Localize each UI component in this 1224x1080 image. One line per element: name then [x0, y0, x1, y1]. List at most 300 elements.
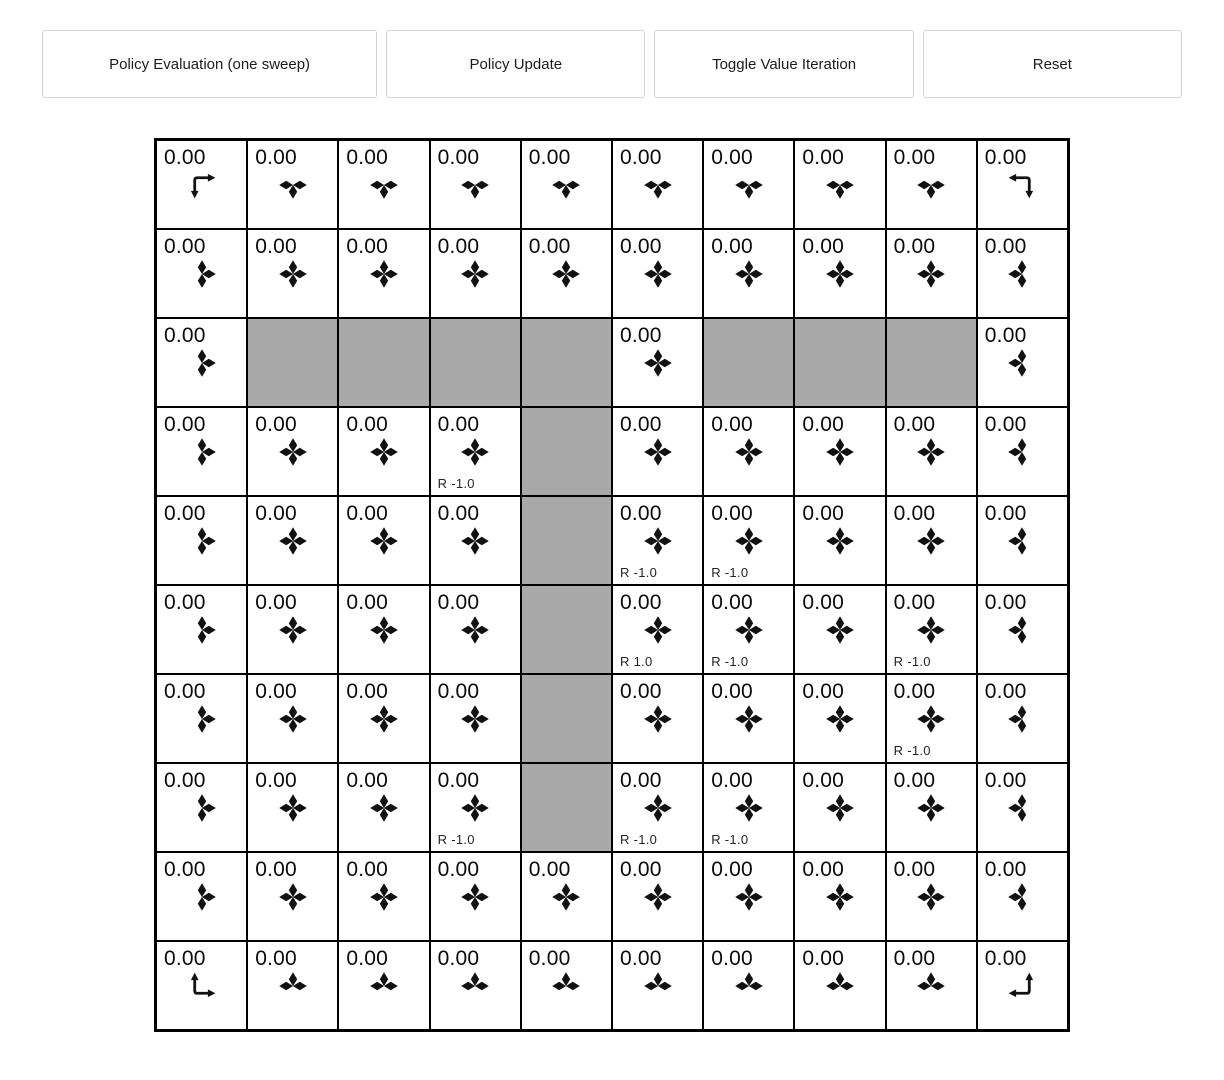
wall-cell — [430, 318, 521, 407]
policy-arrows-icon — [643, 793, 673, 823]
policy-arrows — [339, 170, 428, 200]
policy-arrows — [978, 348, 1067, 378]
policy-arrows-icon — [734, 882, 764, 912]
policy-arrows — [339, 704, 428, 734]
grid-cell — [612, 140, 703, 229]
policy-arrows-icon — [916, 259, 946, 289]
state-value: 0.00 — [164, 502, 206, 525]
grid-cell — [886, 941, 977, 1030]
policy-arrows-icon — [1007, 170, 1037, 200]
state-value: 0.00 — [255, 858, 297, 881]
state-value: 0.00 — [984, 858, 1027, 881]
grid-cell — [977, 585, 1068, 674]
grid-cell — [338, 852, 429, 941]
state-value: 0.00 — [437, 235, 480, 258]
policy-arrows — [795, 882, 884, 912]
state-value: 0.00 — [619, 858, 662, 881]
policy-arrows-icon — [1007, 348, 1037, 378]
policy-arrows — [613, 170, 702, 200]
policy-arrows-icon — [460, 704, 490, 734]
policy-arrows-icon — [278, 259, 308, 289]
policy-arrows-icon — [916, 793, 946, 823]
grid-cell — [794, 496, 885, 585]
policy-arrows — [431, 793, 520, 823]
policy-arrows — [431, 882, 520, 912]
reward-label: R -1.0 — [893, 743, 931, 758]
policy-arrows — [339, 971, 428, 1001]
state-value: 0.00 — [802, 502, 845, 525]
state-value: 0.00 — [802, 235, 845, 258]
policy-arrows — [795, 437, 884, 467]
state-value: 0.00 — [255, 502, 297, 525]
grid-cell — [430, 674, 521, 763]
grid-cell — [156, 229, 247, 318]
grid-cell — [886, 407, 977, 496]
policy-arrows — [248, 259, 337, 289]
grid-cell — [886, 496, 977, 585]
state-value: 0.00 — [255, 591, 297, 614]
state-value: 0.00 — [255, 947, 297, 970]
policy-arrows — [704, 170, 793, 200]
grid-cell — [247, 496, 338, 585]
state-value: 0.00 — [528, 146, 571, 169]
state-value: 0.00 — [437, 858, 480, 881]
policy-arrows-icon — [369, 437, 399, 467]
policy-arrows — [704, 882, 793, 912]
policy-arrows — [613, 882, 702, 912]
policy-arrows-icon — [734, 526, 764, 556]
policy-arrows — [339, 526, 428, 556]
policy-arrows-icon — [916, 971, 946, 1001]
policy-arrows-icon — [278, 437, 308, 467]
policy-arrows-icon — [825, 437, 855, 467]
state-value: 0.00 — [893, 591, 936, 614]
state-value: 0.00 — [893, 947, 936, 970]
state-value: 0.00 — [893, 146, 936, 169]
reward-label: R -1.0 — [711, 832, 749, 847]
reward-label: R -1.0 — [437, 476, 475, 491]
reward-label: R -1.0 — [619, 565, 658, 580]
grid-cell — [156, 496, 247, 585]
grid-cell — [430, 763, 521, 852]
grid-cell — [703, 674, 794, 763]
reward-label: R 1.0 — [619, 654, 653, 669]
state-value: 0.00 — [802, 591, 845, 614]
state-value: 0.00 — [164, 413, 206, 436]
policy-arrows — [978, 170, 1067, 200]
grid-cell — [247, 407, 338, 496]
grid-cell — [156, 852, 247, 941]
grid-cell — [338, 674, 429, 763]
grid-cell — [338, 407, 429, 496]
policy-arrows — [339, 793, 428, 823]
state-value: 0.00 — [619, 235, 662, 258]
policy-arrows-icon — [734, 704, 764, 734]
state-value: 0.00 — [711, 680, 753, 703]
policy-arrows — [431, 704, 520, 734]
policy-arrows — [795, 971, 884, 1001]
grid-cell — [156, 140, 247, 229]
state-value: 0.00 — [619, 680, 662, 703]
state-value: 0.00 — [802, 769, 845, 792]
policy-arrows — [613, 348, 702, 378]
policy-arrows — [978, 971, 1067, 1001]
policy-arrows — [613, 526, 702, 556]
policy-arrows — [157, 615, 246, 645]
policy-arrows-icon — [734, 170, 764, 200]
policy-arrows-icon — [825, 971, 855, 1001]
grid-cell — [977, 229, 1068, 318]
state-value: 0.00 — [619, 947, 662, 970]
policy-arrows-icon — [460, 437, 490, 467]
grid-cell — [156, 585, 247, 674]
state-value: 0.00 — [984, 413, 1027, 436]
grid-cell — [977, 496, 1068, 585]
policy-arrows — [704, 437, 793, 467]
policy-arrows-icon — [1007, 882, 1037, 912]
grid-cell — [612, 585, 703, 674]
policy-arrows-icon — [369, 615, 399, 645]
policy-arrows-icon — [916, 615, 946, 645]
grid-cell — [703, 763, 794, 852]
grid-cell — [430, 140, 521, 229]
grid-cell — [977, 941, 1068, 1030]
state-value: 0.00 — [984, 146, 1027, 169]
wall-cell — [521, 496, 612, 585]
state-value: 0.00 — [711, 413, 753, 436]
policy-arrows-icon — [916, 437, 946, 467]
policy-arrows — [795, 526, 884, 556]
policy-arrows — [978, 437, 1067, 467]
policy-arrows — [431, 170, 520, 200]
state-value: 0.00 — [437, 591, 480, 614]
policy-arrows-icon — [460, 971, 490, 1001]
grid-cell — [703, 407, 794, 496]
grid-cell — [612, 229, 703, 318]
grid-cell — [977, 318, 1068, 407]
grid-cell — [430, 941, 521, 1030]
policy-arrows-icon — [369, 526, 399, 556]
state-value: 0.00 — [164, 146, 206, 169]
policy-arrows-icon — [187, 793, 217, 823]
state-value: 0.00 — [437, 769, 480, 792]
policy-arrows — [248, 882, 337, 912]
state-value: 0.00 — [711, 502, 753, 525]
wall-cell — [247, 318, 338, 407]
policy-arrows-icon — [187, 170, 217, 200]
policy-arrows-icon — [1007, 704, 1037, 734]
wall-cell — [886, 318, 977, 407]
policy-arrows-icon — [187, 971, 217, 1001]
wall-cell — [794, 318, 885, 407]
policy-arrows — [248, 615, 337, 645]
policy-arrows-icon — [734, 259, 764, 289]
policy-arrows-icon — [187, 882, 217, 912]
state-value: 0.00 — [893, 769, 936, 792]
state-value: 0.00 — [984, 769, 1027, 792]
grid-cell — [430, 852, 521, 941]
reward-label: R -1.0 — [893, 654, 931, 669]
state-value: 0.00 — [346, 680, 389, 703]
grid-cell — [247, 674, 338, 763]
state-value: 0.00 — [711, 947, 753, 970]
policy-arrows-icon — [825, 615, 855, 645]
policy-arrows — [431, 259, 520, 289]
policy-arrows-icon — [551, 259, 581, 289]
policy-arrows-icon — [278, 615, 308, 645]
state-value: 0.00 — [893, 858, 936, 881]
policy-arrows — [613, 793, 702, 823]
policy-update-button[interactable]: Policy Update — [386, 30, 645, 98]
grid-cell — [612, 763, 703, 852]
policy-arrows — [613, 259, 702, 289]
policy-arrows-icon — [734, 437, 764, 467]
policy-arrows-icon — [734, 615, 764, 645]
grid-cell — [521, 852, 612, 941]
toolbar — [42, 30, 1182, 98]
policy-arrows-icon — [643, 437, 673, 467]
grid-cell — [338, 763, 429, 852]
policy-arrows — [978, 882, 1067, 912]
policy-arrows — [339, 259, 428, 289]
policy-arrows — [887, 259, 976, 289]
grid-cell — [794, 763, 885, 852]
grid-cell — [703, 585, 794, 674]
policy-arrows-icon — [825, 882, 855, 912]
policy-arrows — [157, 437, 246, 467]
policy-arrows-icon — [551, 170, 581, 200]
policy-arrows — [887, 170, 976, 200]
policy-arrows — [887, 793, 976, 823]
policy-arrows-icon — [278, 704, 308, 734]
state-value: 0.00 — [437, 947, 480, 970]
policy-arrows — [157, 526, 246, 556]
policy-arrows — [978, 793, 1067, 823]
grid-cell — [612, 496, 703, 585]
state-value: 0.00 — [893, 413, 936, 436]
grid-cell — [703, 941, 794, 1030]
policy-arrows-icon — [278, 882, 308, 912]
policy-arrows-icon — [1007, 259, 1037, 289]
policy-arrows-icon — [187, 615, 217, 645]
policy-arrows-icon — [187, 437, 217, 467]
state-value: 0.00 — [893, 502, 936, 525]
grid-cell — [977, 763, 1068, 852]
policy-arrows-icon — [916, 882, 946, 912]
policy-arrows-icon — [643, 615, 673, 645]
state-value: 0.00 — [619, 413, 662, 436]
state-value: 0.00 — [984, 680, 1027, 703]
state-value: 0.00 — [802, 680, 845, 703]
grid-cell — [794, 407, 885, 496]
state-value: 0.00 — [893, 680, 936, 703]
toggle-value-iteration-button[interactable]: Toggle Value Iteration — [654, 30, 913, 98]
policy-arrows-icon — [369, 170, 399, 200]
policy-arrows-icon — [825, 170, 855, 200]
wall-cell — [703, 318, 794, 407]
gridworld-grid — [154, 138, 1070, 1032]
grid-cell — [156, 318, 247, 407]
state-value: 0.00 — [164, 858, 206, 881]
state-value: 0.00 — [984, 947, 1027, 970]
wall-cell — [521, 407, 612, 496]
grid-cell — [521, 229, 612, 318]
grid-cell — [338, 941, 429, 1030]
grid-cell — [977, 852, 1068, 941]
state-value: 0.00 — [164, 680, 206, 703]
policy-arrows — [978, 615, 1067, 645]
state-value: 0.00 — [619, 146, 662, 169]
policy-arrows-icon — [187, 526, 217, 556]
policy-arrows — [704, 704, 793, 734]
grid-cell — [794, 229, 885, 318]
policy-arrows-icon — [1007, 437, 1037, 467]
policy-arrows — [522, 971, 611, 1001]
policy-arrows — [887, 615, 976, 645]
grid-cell — [247, 941, 338, 1030]
state-value: 0.00 — [164, 947, 206, 970]
policy-arrows — [887, 704, 976, 734]
state-value: 0.00 — [984, 591, 1027, 614]
policy-arrows-icon — [278, 526, 308, 556]
policy-arrows-icon — [460, 526, 490, 556]
grid-cell — [338, 140, 429, 229]
grid-cell — [247, 585, 338, 674]
state-value: 0.00 — [346, 413, 389, 436]
policy-arrows — [795, 170, 884, 200]
policy-arrows — [431, 971, 520, 1001]
policy-arrows-icon — [643, 526, 673, 556]
policy-arrows — [157, 259, 246, 289]
wall-cell — [521, 585, 612, 674]
grid-cell — [794, 585, 885, 674]
state-value: 0.00 — [437, 680, 480, 703]
policy-arrows — [157, 704, 246, 734]
policy-arrows — [704, 615, 793, 645]
policy-arrows — [704, 259, 793, 289]
wall-cell — [521, 674, 612, 763]
policy-arrows-icon — [369, 793, 399, 823]
state-value: 0.00 — [164, 235, 206, 258]
grid-cell — [430, 496, 521, 585]
state-value: 0.00 — [619, 769, 662, 792]
state-value: 0.00 — [711, 591, 753, 614]
state-value: 0.00 — [164, 591, 206, 614]
policy-arrows — [887, 882, 976, 912]
policy-arrows — [248, 704, 337, 734]
grid-cell — [156, 674, 247, 763]
state-value: 0.00 — [255, 146, 297, 169]
policy-arrows-icon — [551, 882, 581, 912]
policy-arrows-icon — [825, 526, 855, 556]
grid-cell — [703, 140, 794, 229]
policy-arrows — [339, 882, 428, 912]
state-value: 0.00 — [346, 146, 389, 169]
policy-arrows-icon — [1007, 971, 1037, 1001]
grid-cell — [886, 140, 977, 229]
state-value: 0.00 — [619, 324, 662, 347]
policy-arrows — [431, 526, 520, 556]
policy-arrows — [339, 615, 428, 645]
grid-cell — [521, 140, 612, 229]
grid-cell — [794, 852, 885, 941]
policy-arrows-icon — [916, 526, 946, 556]
policy-evaluation-button[interactable]: Policy Evaluation (one sweep) — [42, 30, 377, 98]
policy-arrows-icon — [369, 882, 399, 912]
policy-arrows-icon — [460, 793, 490, 823]
state-value: 0.00 — [255, 235, 297, 258]
state-value: 0.00 — [528, 947, 571, 970]
policy-arrows-icon — [825, 259, 855, 289]
policy-arrows-icon — [369, 971, 399, 1001]
grid-cell — [338, 585, 429, 674]
policy-arrows — [613, 971, 702, 1001]
policy-arrows — [248, 971, 337, 1001]
policy-arrows-icon — [916, 170, 946, 200]
state-value: 0.00 — [346, 858, 389, 881]
state-value: 0.00 — [802, 146, 845, 169]
state-value: 0.00 — [802, 858, 845, 881]
policy-arrows — [339, 437, 428, 467]
grid-cell — [612, 852, 703, 941]
grid-cell — [886, 585, 977, 674]
policy-arrows-icon — [825, 793, 855, 823]
grid-cell — [794, 140, 885, 229]
grid-cell — [612, 318, 703, 407]
grid-cell — [886, 229, 977, 318]
policy-arrows — [157, 348, 246, 378]
reset-button[interactable]: Reset — [923, 30, 1182, 98]
state-value: 0.00 — [346, 769, 389, 792]
policy-arrows — [248, 793, 337, 823]
policy-arrows — [248, 170, 337, 200]
state-value: 0.00 — [346, 947, 389, 970]
policy-arrows-icon — [1007, 615, 1037, 645]
state-value: 0.00 — [984, 324, 1027, 347]
policy-arrows — [157, 971, 246, 1001]
policy-arrows — [887, 526, 976, 556]
policy-arrows — [795, 615, 884, 645]
grid-cell — [977, 407, 1068, 496]
policy-arrows-icon — [643, 259, 673, 289]
policy-arrows-icon — [278, 170, 308, 200]
grid-cell — [338, 496, 429, 585]
reward-label: R -1.0 — [437, 832, 475, 847]
grid-cell — [703, 852, 794, 941]
policy-arrows — [795, 259, 884, 289]
state-value: 0.00 — [255, 680, 297, 703]
grid-cell — [156, 763, 247, 852]
policy-arrows — [157, 170, 246, 200]
grid-cell — [156, 941, 247, 1030]
state-value: 0.00 — [437, 502, 480, 525]
grid-cell — [703, 229, 794, 318]
policy-arrows-icon — [278, 793, 308, 823]
grid-cell — [247, 229, 338, 318]
state-value: 0.00 — [437, 413, 480, 436]
state-value: 0.00 — [619, 591, 662, 614]
state-value: 0.00 — [619, 502, 662, 525]
policy-arrows — [613, 615, 702, 645]
policy-arrows-icon — [1007, 793, 1037, 823]
state-value: 0.00 — [711, 146, 753, 169]
reward-label: R -1.0 — [619, 832, 658, 847]
policy-arrows-icon — [460, 615, 490, 645]
policy-arrows-icon — [278, 971, 308, 1001]
policy-arrows-icon — [369, 259, 399, 289]
policy-arrows-icon — [734, 793, 764, 823]
policy-arrows — [522, 882, 611, 912]
